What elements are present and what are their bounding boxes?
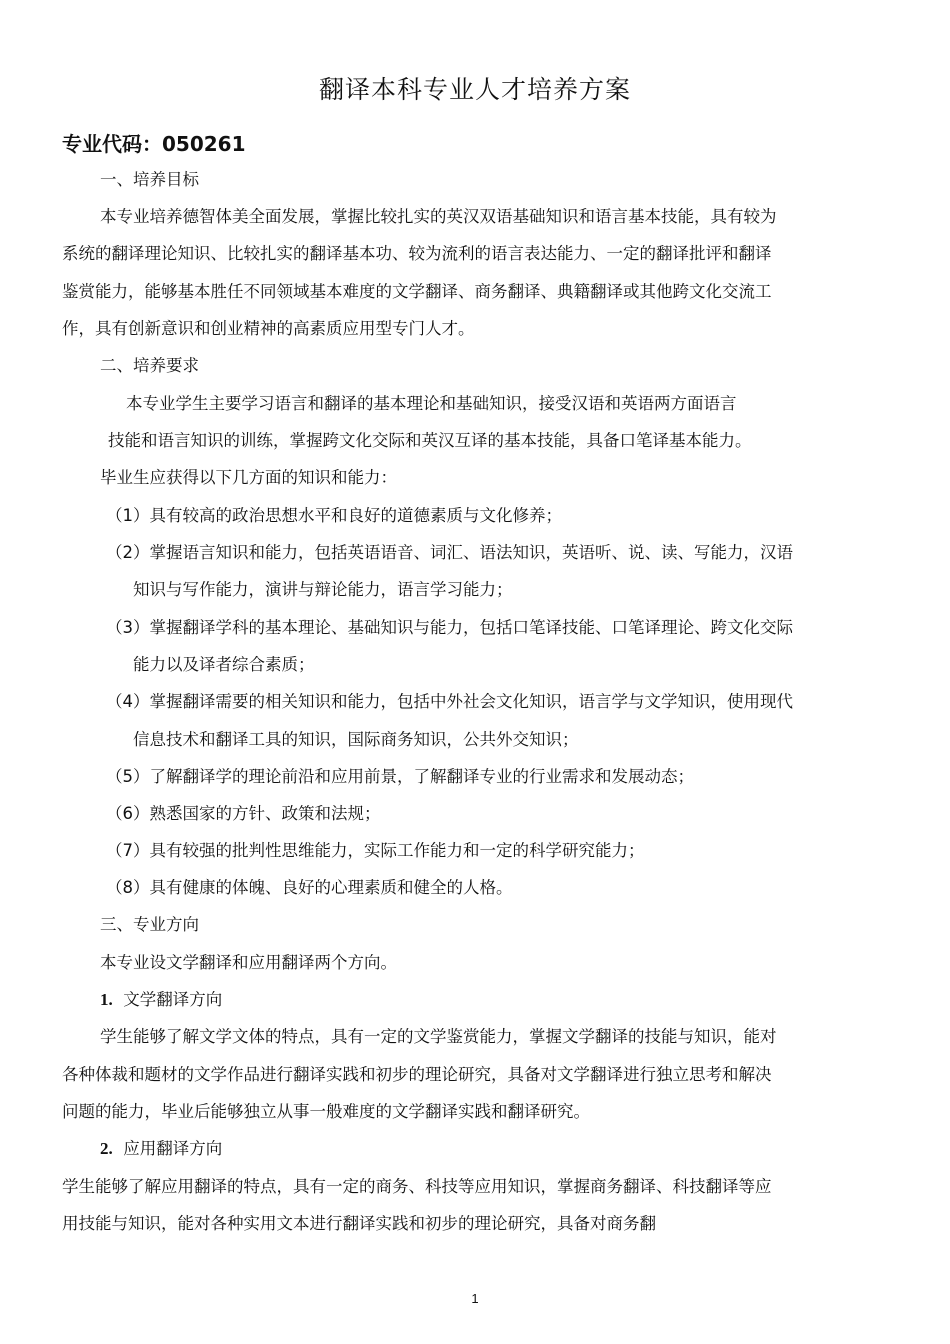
requirement-item: （2）掌握语言知识和能力，包括英语语音、词汇、语法知识，英语听、说、读、写能力，汉语	[106, 543, 793, 562]
requirement-item: （4）掌握翻译需要的相关知识和能力，包括中外社会文化知识，语言学与文学知识，使用现代	[106, 692, 793, 711]
page-number: 1	[471, 1291, 479, 1306]
requirement-item-continued: 能力以及译者综合素质；	[133, 655, 315, 674]
paragraph-line: 鉴赏能力，能够基本胜任不同领域基本难度的文学翻译、商务翻译、典籍翻译或其他跨文化交流工	[62, 282, 772, 301]
section-heading-goals: 一、培养目标	[100, 170, 199, 189]
document-title: 翻译本科专业人才培养方案	[318, 75, 631, 104]
paragraph-line: 作，具有创新意识和创业精神的高素质应用型专门人才。	[62, 319, 475, 338]
direction-heading-applied	[100, 1138, 222, 1160]
paragraph-line: 各种体裁和题材的文学作品进行翻译实践和初步的理论研究，具备对文学翻译进行独立思考和解决	[62, 1065, 772, 1084]
section-heading-directions: 三、专业方向	[100, 915, 199, 934]
direction-number: 2.	[100, 1139, 113, 1158]
paragraph-line: 本专业培养德智体美全面发展，掌握比较扎实的英汉双语基础知识和语言基本技能，具有较为	[100, 207, 777, 226]
direction-title: 应用翻译方向	[123, 1139, 223, 1158]
requirement-item: （8）具有健康的体魄、良好的心理素质和健全的人格。	[106, 878, 513, 897]
direction-number: 1.	[100, 990, 113, 1009]
paragraph-line: 学生能够了解应用翻译的特点，具有一定的商务、科技等应用知识，掌握商务翻译、科技翻译等应	[62, 1177, 772, 1196]
requirement-item: （1）具有较高的政治思想水平和良好的道德素质与文化修养；	[106, 506, 562, 525]
requirement-item: （3）掌握翻译学科的基本理论、基础知识与能力，包括口笔译技能、口笔译理论、跨文化交际	[106, 618, 793, 637]
paragraph-line: 本专业设文学翻译和应用翻译两个方向。	[100, 953, 397, 972]
section-heading-requirements: 二、培养要求	[100, 356, 199, 375]
paragraph-line: 毕业生应获得以下几方面的知识和能力：	[100, 468, 397, 487]
direction-title: 文学翻译方向	[123, 990, 223, 1009]
paragraph-line: 学生能够了解文学文体的特点，具有一定的文学鉴赏能力，掌握文学翻译的技能与知识，能对	[100, 1027, 777, 1046]
requirement-item-continued: 知识与写作能力，演讲与辩论能力，语言学习能力；	[133, 580, 513, 599]
direction-heading-literary	[100, 989, 222, 1011]
paragraph-line: 系统的翻译理论知识、比较扎实的翻译基本功、较为流利的语言表达能力、一定的翻译批评和翻译	[62, 244, 772, 263]
paragraph-line: 用技能与知识，能对各种实用文本进行翻译实践和初步的理论研究，具备对商务翻	[62, 1214, 656, 1233]
paragraph-line: 问题的能力，毕业后能够独立从事一般难度的文学翻译实践和翻译研究。	[62, 1102, 590, 1121]
requirement-item-continued: 信息技术和翻译工具的知识，国际商务知识，公共外交知识；	[133, 730, 579, 749]
requirement-item: （6）熟悉国家的方针、政策和法规；	[106, 804, 381, 823]
paragraph-line: 技能和语言知识的训练，掌握跨文化交际和英汉互译的基本技能，具备口笔译基本能力。	[108, 431, 752, 450]
paragraph-line: 本专业学生主要学习语言和翻译的基本理论和基础知识，接受汉语和英语两方面语言	[126, 394, 737, 413]
requirement-item: （7）具有较强的批判性思维能力，实际工作能力和一定的科学研究能力；	[106, 841, 645, 860]
major-code: 专业代码：050261	[62, 132, 246, 156]
requirement-item: （5）了解翻译学的理论前沿和应用前景，了解翻译专业的行业需求和发展动态；	[106, 767, 694, 786]
